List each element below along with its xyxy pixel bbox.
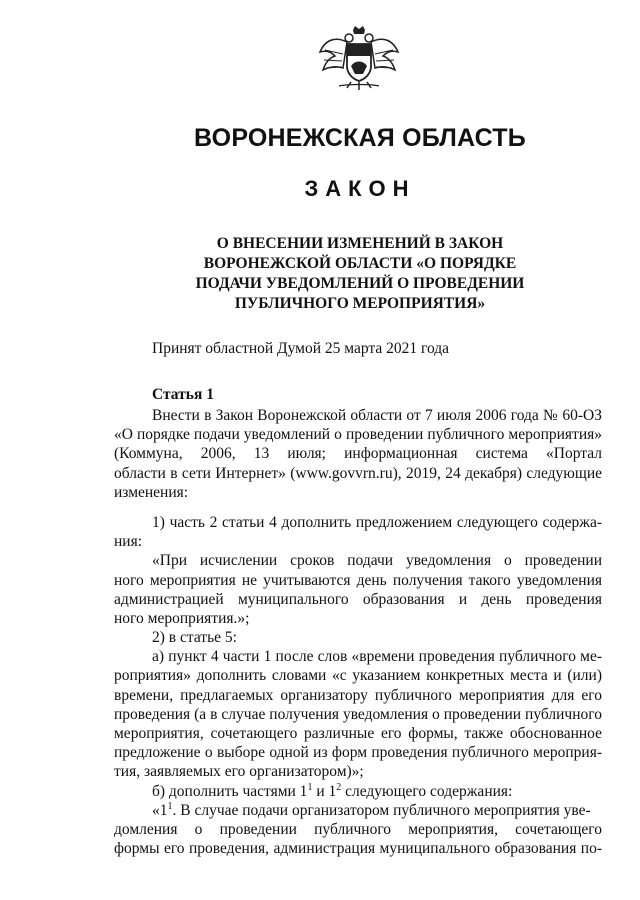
body-line: тия, заявляемых его организатором)»; bbox=[114, 763, 364, 781]
body-line: ного мероприятия.»; bbox=[114, 609, 250, 627]
body-line: ного мероприятия не учитываются день получения такого уведомления bbox=[114, 571, 602, 589]
body-line: 2) в статье 5: bbox=[152, 629, 237, 647]
law-title-line: ПОДАЧИ УВЕДОМЛЕНИЙ О ПРОВЕДЕНИИ bbox=[195, 275, 525, 292]
text-run: . В случае подачи организатором публичного мероприятия уве- bbox=[172, 801, 591, 819]
text-run: «1 bbox=[152, 801, 168, 819]
body-line: «О порядке подачи уведомлений о проведении публичного мероприятия» bbox=[114, 426, 602, 444]
body-line: предложение о выборе одной из форм проведения публичного мероприя- bbox=[114, 744, 602, 762]
body-line-with-superscripts bbox=[114, 782, 602, 801]
document-type-heading: ЗАКОН bbox=[304, 176, 416, 201]
law-title-line: О ВНЕСЕНИИ ИЗМЕНЕНИЙ В ЗАКОН bbox=[216, 235, 504, 252]
law-title-line: ВОРОНЕЖСКОЙ ОБЛАСТИ «О ПОРЯДКЕ bbox=[203, 255, 517, 272]
body-line: (Коммуна, 2006, 13 июля; информационная система «Портал bbox=[114, 445, 602, 463]
superscript: 2 bbox=[336, 781, 342, 793]
body-line: мероприятия, сочетающего различные его формы, также обоснованное bbox=[114, 725, 602, 742]
body-line: а) пункт 4 части 1 после слов «времени проведения публичного ме- bbox=[152, 648, 602, 666]
superscript: 1 bbox=[167, 800, 173, 812]
adoption-date-line: Принят областной Думой 25 марта 2021 года bbox=[152, 340, 450, 357]
body-line: роприятия» дополнить словами «с указанием конкретных места и (или) bbox=[114, 667, 602, 685]
body-line: домления о проведении публичного мероприятия, сочетающего bbox=[114, 820, 602, 838]
body-line-with-superscript bbox=[114, 801, 602, 820]
body-line: формы его проведения, администрация муниципального образования по- bbox=[114, 840, 602, 858]
text-run: и 1 bbox=[312, 782, 337, 800]
law-title bbox=[0, 234, 640, 314]
body-line: проведения (а в случае получения уведомления о проведении публичного bbox=[114, 705, 602, 723]
paragraph-gap bbox=[114, 502, 602, 513]
law-title-line: ПУБЛИЧНОГО МЕРОПРИЯТИЯ» bbox=[234, 295, 486, 312]
body-line: 1) часть 2 статьи 4 дополнить предложением следующего содержа- bbox=[152, 513, 602, 531]
body-line: «При исчислении сроков подачи уведомления о проведении bbox=[152, 552, 602, 570]
article-heading: Статья 1 bbox=[152, 386, 214, 403]
body-line: времени, предлагаемых организатору публичного мероприятия для его bbox=[114, 686, 602, 704]
body-line: ния: bbox=[114, 533, 143, 551]
superscript: 1 bbox=[307, 781, 313, 793]
body-line: Внести в Закон Воронежской области от 7 июля 2006 года № 60-ОЗ bbox=[152, 407, 602, 424]
coat-of-arms-emblem bbox=[317, 26, 401, 92]
text-run: б) дополнить частями 1 bbox=[152, 782, 308, 800]
text-run: следующего содержания: bbox=[341, 782, 513, 800]
body-line: администрацией муниципального образования и день проведения bbox=[114, 590, 602, 608]
region-title: ВОРОНЕЖСКАЯ ОБЛАСТЬ bbox=[194, 124, 526, 152]
article-body bbox=[114, 406, 602, 858]
body-line: области в сети Интернет» (www.govvrn.ru), 2019, 24 декабря) следующие bbox=[114, 464, 602, 482]
body-line: изменения: bbox=[114, 483, 189, 501]
